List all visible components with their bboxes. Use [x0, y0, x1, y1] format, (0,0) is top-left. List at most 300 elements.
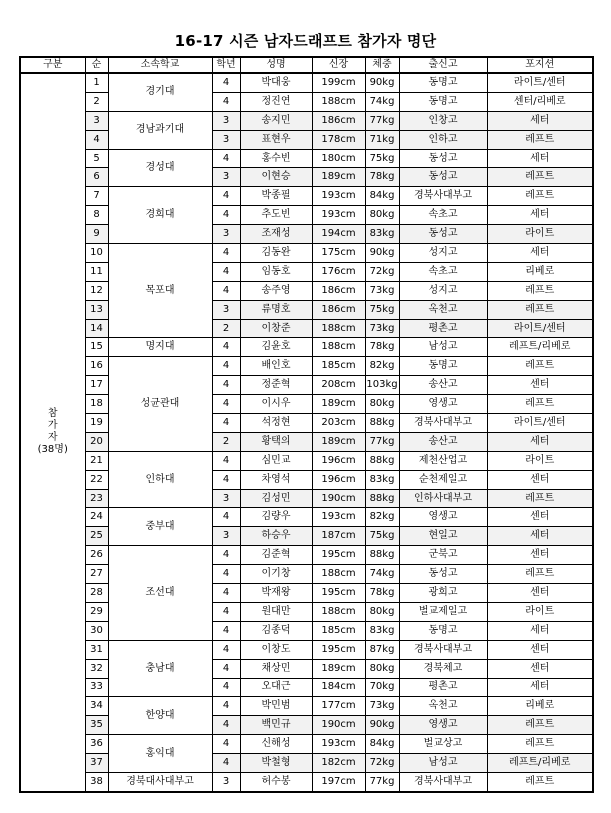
weight-cell: 90kg [365, 73, 399, 92]
player-name: 임동호 [240, 262, 312, 281]
school-cell: 성균관대 [108, 357, 212, 451]
table-row [20, 281, 593, 300]
table-row [20, 244, 593, 263]
height-cell: 195cm [312, 640, 365, 659]
player-name: 이현승 [240, 168, 312, 187]
table-row [20, 508, 593, 527]
high-school-cell: 남성고 [399, 754, 487, 773]
table-row [20, 678, 593, 697]
table-row [20, 376, 593, 395]
weight-cell: 75kg [365, 527, 399, 546]
height-cell: 188cm [312, 565, 365, 584]
height-cell: 193cm [312, 187, 365, 206]
header-name: 성명 [240, 57, 312, 73]
height-cell: 186cm [312, 281, 365, 300]
player-name: 박대웅 [240, 73, 312, 92]
player-name: 추도빈 [240, 206, 312, 225]
table-row [20, 489, 593, 508]
grade-cell: 4 [212, 508, 240, 527]
weight-cell: 72kg [365, 262, 399, 281]
grade-cell: 4 [212, 584, 240, 603]
position-cell: 레프트 [487, 187, 593, 206]
row-number: 18 [85, 395, 108, 414]
position-cell: 세터 [487, 432, 593, 451]
height-cell: 208cm [312, 376, 365, 395]
grade-cell: 4 [212, 338, 240, 357]
weight-cell: 80kg [365, 395, 399, 414]
high-school-cell: 벌교제일고 [399, 602, 487, 621]
player-name: 류명호 [240, 300, 312, 319]
draft-roster-table [19, 56, 594, 793]
row-number: 1 [85, 73, 108, 92]
weight-cell: 70kg [365, 678, 399, 697]
row-number: 13 [85, 300, 108, 319]
table-row [20, 92, 593, 111]
table-row [20, 659, 593, 678]
position-cell: 센터 [487, 376, 593, 395]
high-school-cell: 동명고 [399, 73, 487, 92]
grade-cell: 3 [212, 130, 240, 149]
position-cell: 센터 [487, 508, 593, 527]
row-number: 3 [85, 111, 108, 130]
weight-cell: 78kg [365, 584, 399, 603]
grade-cell: 4 [212, 395, 240, 414]
player-name: 오대근 [240, 678, 312, 697]
weight-cell: 71kg [365, 130, 399, 149]
high-school-cell: 영생고 [399, 716, 487, 735]
height-cell: 194cm [312, 225, 365, 244]
table-row [20, 168, 593, 187]
position-cell: 세터 [487, 206, 593, 225]
grade-cell: 3 [212, 772, 240, 791]
position-cell: 라이트 [487, 451, 593, 470]
grade-cell: 4 [212, 602, 240, 621]
school-cell: 충남대 [108, 640, 212, 697]
table-row [20, 451, 593, 470]
height-cell: 188cm [312, 92, 365, 111]
player-name: 심민교 [240, 451, 312, 470]
table-row [20, 225, 593, 244]
table-row [20, 565, 593, 584]
position-cell: 세터 [487, 111, 593, 130]
position-cell: 센터 [487, 584, 593, 603]
weight-cell: 73kg [365, 319, 399, 338]
player-name: 신해성 [240, 735, 312, 754]
header-school: 소속학교 [108, 57, 212, 73]
high-school-cell: 경북사대부고 [399, 414, 487, 433]
height-cell: 190cm [312, 716, 365, 735]
table-row [20, 130, 593, 149]
grade-cell: 4 [212, 73, 240, 92]
grade-cell: 4 [212, 187, 240, 206]
table-header-row [20, 57, 593, 73]
row-number: 19 [85, 414, 108, 433]
row-number: 33 [85, 678, 108, 697]
weight-cell: 74kg [365, 92, 399, 111]
row-number: 7 [85, 187, 108, 206]
weight-cell: 75kg [365, 300, 399, 319]
position-cell: 라이트/센터 [487, 414, 593, 433]
height-cell: 186cm [312, 111, 365, 130]
height-cell: 195cm [312, 584, 365, 603]
row-number: 25 [85, 527, 108, 546]
table-row [20, 149, 593, 168]
high-school-cell: 경북사대부고 [399, 640, 487, 659]
row-number: 8 [85, 206, 108, 225]
high-school-cell: 동성고 [399, 149, 487, 168]
player-name: 박민범 [240, 697, 312, 716]
table-row [20, 697, 593, 716]
position-cell: 레프트 [487, 716, 593, 735]
position-cell: 센터 [487, 640, 593, 659]
player-name: 송지민 [240, 111, 312, 130]
weight-cell: 84kg [365, 187, 399, 206]
height-cell: 175cm [312, 244, 365, 263]
position-cell: 세터 [487, 527, 593, 546]
position-cell: 센터 [487, 546, 593, 565]
height-cell: 196cm [312, 470, 365, 489]
grade-cell: 4 [212, 470, 240, 489]
grade-cell: 4 [212, 678, 240, 697]
position-cell: 레프트 [487, 281, 593, 300]
weight-cell: 90kg [365, 244, 399, 263]
high-school-cell: 평촌고 [399, 678, 487, 697]
row-number: 23 [85, 489, 108, 508]
table-row [20, 300, 593, 319]
position-cell: 세터 [487, 149, 593, 168]
player-name: 김량우 [240, 508, 312, 527]
height-cell: 189cm [312, 659, 365, 678]
grade-cell: 4 [212, 357, 240, 376]
weight-cell: 83kg [365, 225, 399, 244]
height-cell: 193cm [312, 735, 365, 754]
grade-cell: 4 [212, 640, 240, 659]
position-cell: 레프트 [487, 565, 593, 584]
page-title: 16-17 시즌 남자드래프트 참가자 명단 [174, 32, 437, 50]
header-height: 신장 [312, 57, 365, 73]
player-name: 김종덕 [240, 621, 312, 640]
height-cell: 189cm [312, 168, 365, 187]
position-cell: 세터 [487, 678, 593, 697]
position-cell: 레프트 [487, 489, 593, 508]
high-school-cell: 경북사대부고 [399, 772, 487, 791]
row-number: 10 [85, 244, 108, 263]
table-row [20, 206, 593, 225]
grade-cell: 3 [212, 225, 240, 244]
table-row [20, 527, 593, 546]
table-row [20, 319, 593, 338]
grade-cell: 4 [212, 735, 240, 754]
weight-cell: 103kg [365, 376, 399, 395]
high-school-cell: 인하고 [399, 130, 487, 149]
table-row [20, 470, 593, 489]
header-high-school: 출신고 [399, 57, 487, 73]
high-school-cell: 옥천고 [399, 697, 487, 716]
weight-cell: 88kg [365, 451, 399, 470]
grade-cell: 3 [212, 300, 240, 319]
grade-cell: 4 [212, 546, 240, 565]
school-cell: 경성대 [108, 149, 212, 187]
height-cell: 203cm [312, 414, 365, 433]
weight-cell: 88kg [365, 414, 399, 433]
position-cell: 센터 [487, 470, 593, 489]
weight-cell: 80kg [365, 602, 399, 621]
player-name: 백민규 [240, 716, 312, 735]
weight-cell: 73kg [365, 281, 399, 300]
row-number: 35 [85, 716, 108, 735]
height-cell: 177cm [312, 697, 365, 716]
high-school-cell: 제천산업고 [399, 451, 487, 470]
weight-cell: 83kg [365, 470, 399, 489]
height-cell: 199cm [312, 73, 365, 92]
table-row [20, 754, 593, 773]
weight-cell: 72kg [365, 754, 399, 773]
weight-cell: 77kg [365, 432, 399, 451]
height-cell: 188cm [312, 319, 365, 338]
school-cell: 경희대 [108, 187, 212, 244]
high-school-cell: 동성고 [399, 168, 487, 187]
player-name: 조재성 [240, 225, 312, 244]
height-cell: 189cm [312, 432, 365, 451]
table-row [20, 395, 593, 414]
row-number: 16 [85, 357, 108, 376]
player-name: 김동완 [240, 244, 312, 263]
player-name: 정진연 [240, 92, 312, 111]
row-number: 30 [85, 621, 108, 640]
row-number: 31 [85, 640, 108, 659]
high-school-cell: 경북체고 [399, 659, 487, 678]
position-cell: 레프트/리베로 [487, 754, 593, 773]
player-name: 표현우 [240, 130, 312, 149]
row-number: 12 [85, 281, 108, 300]
player-name: 박재왕 [240, 584, 312, 603]
position-cell: 센터 [487, 659, 593, 678]
header-number: 순 [85, 57, 108, 73]
position-cell: 레프트 [487, 168, 593, 187]
table-row [20, 73, 593, 92]
weight-cell: 83kg [365, 621, 399, 640]
grade-cell: 4 [212, 376, 240, 395]
position-cell: 리베로 [487, 697, 593, 716]
school-cell: 중부대 [108, 508, 212, 546]
table-row [20, 338, 593, 357]
height-cell: 193cm [312, 206, 365, 225]
grade-cell: 4 [212, 414, 240, 433]
row-number: 9 [85, 225, 108, 244]
high-school-cell: 동성고 [399, 565, 487, 584]
player-name: 허수봉 [240, 772, 312, 791]
table-row [20, 735, 593, 754]
player-name: 김윤호 [240, 338, 312, 357]
row-number: 29 [85, 602, 108, 621]
height-cell: 180cm [312, 149, 365, 168]
row-number: 17 [85, 376, 108, 395]
high-school-cell: 벌교상고 [399, 735, 487, 754]
grade-cell: 4 [212, 754, 240, 773]
grade-cell: 4 [212, 565, 240, 584]
grade-cell: 4 [212, 149, 240, 168]
weight-cell: 82kg [365, 508, 399, 527]
high-school-cell: 인하사대부고 [399, 489, 487, 508]
player-name: 배인호 [240, 357, 312, 376]
high-school-cell: 군북고 [399, 546, 487, 565]
row-number: 21 [85, 451, 108, 470]
high-school-cell: 남성고 [399, 338, 487, 357]
school-cell: 조선대 [108, 546, 212, 640]
high-school-cell: 동명고 [399, 92, 487, 111]
high-school-cell: 송산고 [399, 432, 487, 451]
grade-cell: 4 [212, 281, 240, 300]
row-number: 22 [85, 470, 108, 489]
height-cell: 193cm [312, 508, 365, 527]
row-number: 27 [85, 565, 108, 584]
height-cell: 197cm [312, 772, 365, 791]
row-number: 20 [85, 432, 108, 451]
weight-cell: 84kg [365, 735, 399, 754]
table-row [20, 584, 593, 603]
high-school-cell: 속초고 [399, 206, 487, 225]
height-cell: 182cm [312, 754, 365, 773]
height-cell: 184cm [312, 678, 365, 697]
grade-cell: 4 [212, 621, 240, 640]
grade-cell: 4 [212, 92, 240, 111]
player-name: 석정현 [240, 414, 312, 433]
weight-cell: 80kg [365, 659, 399, 678]
table-row [20, 111, 593, 130]
player-name: 이창준 [240, 319, 312, 338]
position-cell: 레프트 [487, 735, 593, 754]
school-cell: 목포대 [108, 244, 212, 338]
high-school-cell: 영생고 [399, 395, 487, 414]
weight-cell: 87kg [365, 640, 399, 659]
school-cell: 경기대 [108, 73, 212, 111]
header-category: 구분 [20, 57, 85, 73]
weight-cell: 90kg [365, 716, 399, 735]
grade-cell: 4 [212, 697, 240, 716]
high-school-cell: 속초고 [399, 262, 487, 281]
player-name: 황택의 [240, 432, 312, 451]
grade-cell: 3 [212, 168, 240, 187]
player-name: 이시우 [240, 395, 312, 414]
height-cell: 188cm [312, 338, 365, 357]
row-number: 11 [85, 262, 108, 281]
weight-cell: 77kg [365, 772, 399, 791]
player-name: 이창도 [240, 640, 312, 659]
row-number: 26 [85, 546, 108, 565]
grade-cell: 2 [212, 319, 240, 338]
row-number: 24 [85, 508, 108, 527]
row-number: 5 [85, 149, 108, 168]
table-row [20, 546, 593, 565]
high-school-cell: 순천제일고 [399, 470, 487, 489]
position-cell: 레프트 [487, 395, 593, 414]
table-row [20, 357, 593, 376]
grade-cell: 4 [212, 244, 240, 263]
position-cell: 레프트/리베로 [487, 338, 593, 357]
weight-cell: 77kg [365, 111, 399, 130]
grade-cell: 3 [212, 111, 240, 130]
weight-cell: 82kg [365, 357, 399, 376]
height-cell: 178cm [312, 130, 365, 149]
table-row [20, 414, 593, 433]
category-cell: 참 가 자 (38명) [20, 73, 85, 792]
header-weight: 체중 [365, 57, 399, 73]
high-school-cell: 송산고 [399, 376, 487, 395]
weight-cell: 88kg [365, 489, 399, 508]
high-school-cell: 성지고 [399, 244, 487, 263]
school-cell: 홍익대 [108, 735, 212, 773]
table-row [20, 432, 593, 451]
height-cell: 190cm [312, 489, 365, 508]
high-school-cell: 성지고 [399, 281, 487, 300]
header-position: 포지션 [487, 57, 593, 73]
grade-cell: 4 [212, 659, 240, 678]
row-number: 28 [85, 584, 108, 603]
high-school-cell: 평촌고 [399, 319, 487, 338]
position-cell: 리베로 [487, 262, 593, 281]
table-row [20, 262, 593, 281]
height-cell: 185cm [312, 357, 365, 376]
weight-cell: 74kg [365, 565, 399, 584]
height-cell: 187cm [312, 527, 365, 546]
height-cell: 176cm [312, 262, 365, 281]
player-name: 김성민 [240, 489, 312, 508]
height-cell: 189cm [312, 395, 365, 414]
weight-cell: 75kg [365, 149, 399, 168]
table-body [20, 73, 593, 792]
height-cell: 196cm [312, 451, 365, 470]
position-cell: 레프트 [487, 357, 593, 376]
school-cell: 명지대 [108, 338, 212, 357]
weight-cell: 80kg [365, 206, 399, 225]
height-cell: 186cm [312, 300, 365, 319]
position-cell: 레프트 [487, 130, 593, 149]
row-number: 38 [85, 772, 108, 791]
table-row [20, 621, 593, 640]
row-number: 37 [85, 754, 108, 773]
school-cell: 인하대 [108, 451, 212, 508]
height-cell: 195cm [312, 546, 365, 565]
player-name: 김준혁 [240, 546, 312, 565]
position-cell: 라이트/센터 [487, 73, 593, 92]
position-cell: 레프트 [487, 772, 593, 791]
high-school-cell: 경북사대부고 [399, 187, 487, 206]
position-cell: 세터 [487, 621, 593, 640]
grade-cell: 4 [212, 206, 240, 225]
high-school-cell: 광희고 [399, 584, 487, 603]
high-school-cell: 현일고 [399, 527, 487, 546]
school-cell: 한양대 [108, 697, 212, 735]
table-row [20, 716, 593, 735]
position-cell: 라이트 [487, 602, 593, 621]
player-name: 박종필 [240, 187, 312, 206]
position-cell: 라이트 [487, 225, 593, 244]
table-row [20, 187, 593, 206]
row-number: 4 [85, 130, 108, 149]
high-school-cell: 영생고 [399, 508, 487, 527]
row-number: 2 [85, 92, 108, 111]
position-cell: 라이트/센터 [487, 319, 593, 338]
high-school-cell: 동성고 [399, 225, 487, 244]
grade-cell: 4 [212, 262, 240, 281]
player-name: 원대만 [240, 602, 312, 621]
player-name: 이기창 [240, 565, 312, 584]
grade-cell: 3 [212, 489, 240, 508]
height-cell: 185cm [312, 621, 365, 640]
row-number: 6 [85, 168, 108, 187]
school-cell: 경북대사대부고 [108, 772, 212, 791]
grade-cell: 2 [212, 432, 240, 451]
